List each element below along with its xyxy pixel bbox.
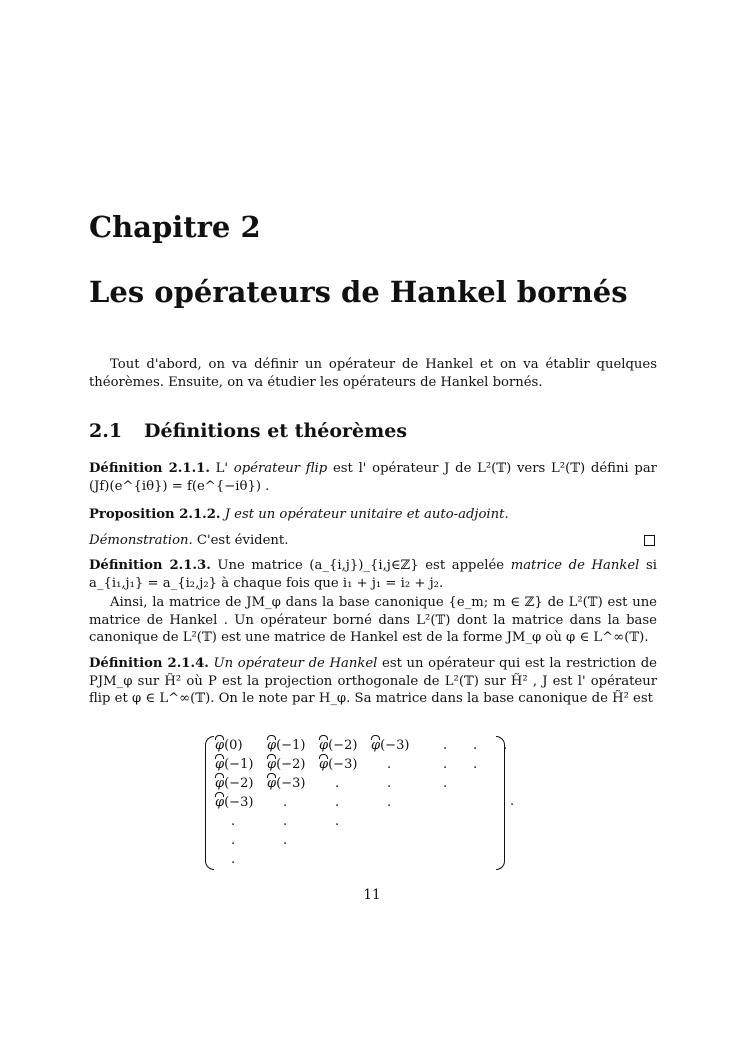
matrix-dot: .	[443, 738, 448, 753]
matrix-dot: .	[283, 814, 288, 829]
left-parenthesis	[205, 736, 214, 870]
matrix-dot: .	[283, 795, 288, 810]
matrix-dot: .	[335, 814, 340, 829]
definition-label: Définition 2.1.4.	[89, 656, 209, 671]
matrix-entry: φ(−2)	[319, 738, 358, 753]
definition-2-1-4	[89, 655, 657, 708]
matrix-entry: φ(−1)	[267, 738, 306, 753]
matrix-dot: .	[503, 738, 508, 753]
definition-term: Un opérateur de Hankel	[213, 656, 378, 671]
definition-term: opérateur flip	[233, 461, 328, 476]
section-number: 2.1	[89, 420, 123, 442]
definition-body: est un opérateur qui est la restriction de PJM_φ sur H̃² où P est la projection orthogonale de L²(𝕋) sur H̃² , J est l' opérateur flip et φ ∈ L^∞(𝕋). On le note par H_φ. Sa matrice dans la base canonique de H̃² est	[89, 656, 657, 706]
matrix-dot: .	[443, 776, 448, 791]
matrix-entry: φ(−1)	[215, 757, 254, 772]
definition-pre: Une matrice (a_{i,j})_{i,j∈ℤ} est appelée	[217, 558, 505, 573]
chapter-title: Les opérateurs de Hankel bornés	[89, 275, 628, 309]
chapter-label: Chapitre 2	[89, 210, 261, 244]
qed-box	[644, 535, 655, 546]
matrix-dot: .	[231, 833, 236, 848]
paragraph-ainsi: Ainsi, la matrice de JM_φ dans la base canonique {e_m; m ∈ ℤ} de L²(𝕋) est une matrice de Hankel . Un opérateur borné dans L²(𝕋) dont la matrice dans la base canonique de L²(𝕋) est une matrice de Hankel est de la forme JM_φ où φ ∈ L^∞(𝕋).	[89, 595, 657, 645]
proposition-2-1-2	[89, 506, 657, 524]
matrix-dot: .	[283, 833, 288, 848]
definition-pre: L'	[215, 461, 229, 476]
right-parenthesis	[496, 736, 508, 870]
definition-label: Définition 2.1.3.	[89, 558, 211, 573]
demonstration-body: C'est évident.	[196, 533, 289, 548]
matrix-dot: .	[231, 852, 236, 867]
matrix-entry: φ(−3)	[267, 776, 306, 791]
definition-2-1-1	[89, 460, 657, 495]
demonstration	[89, 532, 657, 550]
definition-label: Définition 2.1.1.	[89, 461, 210, 476]
matrix-entry: φ(−3)	[371, 738, 410, 753]
section-title: Définitions et théorèmes	[144, 420, 408, 442]
matrix-dot: .	[231, 814, 236, 829]
matrix-dot: .	[473, 757, 478, 772]
matrix-entry: φ(−3)	[319, 757, 358, 772]
proposition-body: J est un opérateur unitaire et auto-adjoint.	[224, 507, 509, 522]
matrix-entry: φ(0)	[215, 738, 243, 753]
page-number: 11	[363, 887, 381, 903]
definition-body: est l' opérateur J de L²(𝕋) vers L²(𝕋) défini par (Jf)(e^{iθ}) = f(e^{−iθ}) .	[89, 461, 657, 494]
matrix-dot: .	[335, 795, 340, 810]
matrix-dot: .	[473, 738, 478, 753]
matrix-dot: .	[335, 776, 340, 791]
matrix-terminator: .	[510, 794, 515, 809]
matrix-dot: .	[387, 776, 392, 791]
matrix-dot: .	[443, 757, 448, 772]
demonstration-label: Démonstration.	[89, 533, 193, 548]
definition-term: matrice de Hankel	[510, 558, 640, 573]
matrix-entry: φ(−3)	[215, 795, 254, 810]
intro-paragraph: Tout d'abord, on va définir un opérateur de Hankel et on va établir quelques théorèmes. Ensuite, on va étudier les opérateurs de Hankel bornés.	[89, 357, 657, 390]
matrix-entry: φ(−2)	[215, 776, 254, 791]
proposition-label: Proposition 2.1.2.	[89, 507, 221, 522]
matrix-entry: φ(−2)	[267, 757, 306, 772]
matrix-dot: .	[387, 757, 392, 772]
hankel-matrix	[205, 736, 508, 868]
definition-body: si a_{i₁,j₁} = a_{i₂,j₂} à chaque fois que i₁ + j₁ = i₂ + j₂.	[89, 558, 657, 591]
definition-2-1-3	[89, 557, 657, 592]
matrix-dot: .	[387, 795, 392, 810]
